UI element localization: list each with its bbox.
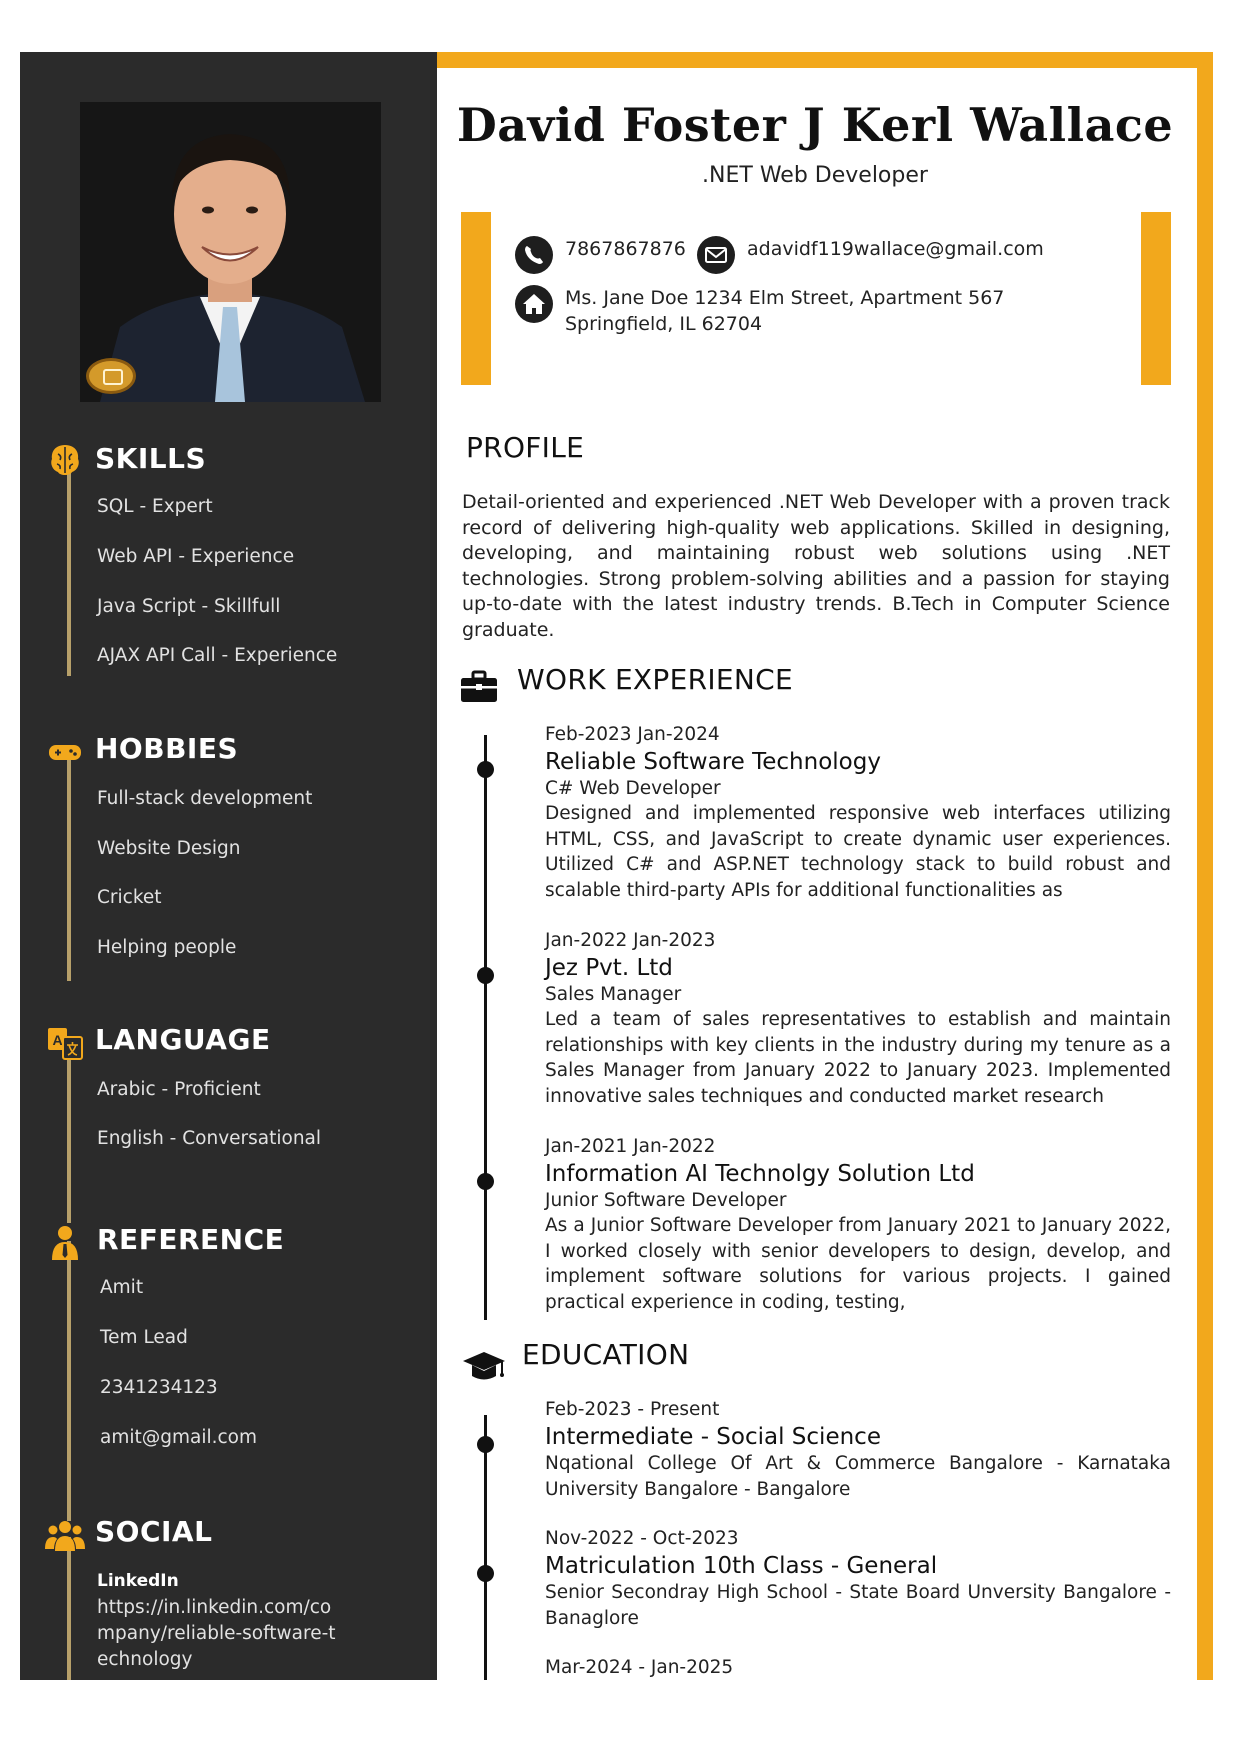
portrait-illustration <box>80 102 381 402</box>
reference-item: Tem Lead <box>100 1327 188 1348</box>
timeline-dot <box>477 1565 494 1582</box>
education-heading: EDUCATION <box>522 1338 690 1371</box>
address-line-1: Ms. Jane Doe 1234 Elm Street, Apartment 567 <box>565 287 1005 309</box>
brain-icon <box>47 442 83 478</box>
reference-item: 2341234123 <box>100 1377 218 1398</box>
contact-accent-left <box>461 212 491 385</box>
candidate-name: David Foster J Kerl Wallace <box>456 98 1174 152</box>
job-position: C# Web Developer <box>545 778 721 799</box>
email-address[interactable]: adavidf119wallace@gmail.com <box>747 238 1044 260</box>
job-entry <box>545 722 1171 903</box>
person-icon <box>47 1225 83 1261</box>
education-timeline <box>484 1415 487 1680</box>
hobby-item: Helping people <box>97 937 237 958</box>
accent-frame-top <box>437 52 1213 68</box>
language-title: LANGUAGE <box>95 1023 271 1056</box>
education-date: Mar-2024 - Jan-2025 <box>545 1657 734 1678</box>
timeline-dot <box>477 1436 494 1453</box>
group-icon <box>45 1517 85 1553</box>
hobby-item: Website Design <box>97 838 241 859</box>
social-network-name: LinkedIn <box>97 1571 179 1591</box>
skill-item: Web API - Experience <box>97 546 295 567</box>
job-description: As a Junior Software Developer from January 2021 to January 2022, I worked closely with senior developers to design, develop, and implement software solutions for various projects. I gained practical experience in coding, testing, <box>545 1215 1171 1313</box>
job-date: Feb-2023 Jan-2024 <box>545 724 720 745</box>
accent-frame-right <box>1197 52 1213 1680</box>
job-date: Jan-2021 Jan-2022 <box>545 1136 716 1157</box>
skill-item: Java Script - Skillfull <box>97 596 281 617</box>
translate-icon <box>47 1025 83 1061</box>
education-institution: Senior Secondray High School - State Board Unversity Bangalore - Banaglore <box>545 1582 1171 1629</box>
company-logo-badge <box>86 358 136 394</box>
job-company: Jez Pvt. Ltd <box>545 955 673 981</box>
skill-item: SQL - Expert <box>97 496 213 517</box>
timeline-dot <box>477 967 494 984</box>
job-entry <box>545 928 1171 1109</box>
email-icon <box>697 236 735 274</box>
address-line-2: Springfield, IL 62704 <box>565 313 763 335</box>
reference-item: amit@gmail.com <box>100 1427 258 1448</box>
profile-heading: PROFILE <box>466 431 585 464</box>
education-date: Feb-2023 - Present <box>545 1399 720 1420</box>
education-entry <box>545 1397 1171 1502</box>
skills-line <box>67 454 71 676</box>
hobby-item: Full-stack development <box>97 788 313 809</box>
home-icon <box>515 285 553 323</box>
language-line <box>67 1041 71 1223</box>
hobbies-line <box>67 750 71 981</box>
job-description: Designed and implemented responsive web interfaces utilizing HTML, CSS, and JavaScript to create dynamic user experiences. Utilized C# and ASP.NET technology stack to build robust and scalable third-party APIs for additional functionalities as <box>545 803 1171 901</box>
candidate-role: .NET Web Developer <box>702 163 928 188</box>
education-degree: Matriculation 10th Class - General <box>545 1553 938 1579</box>
work-experience-heading: WORK EXPERIENCE <box>517 663 793 696</box>
contact-accent-right <box>1141 212 1171 385</box>
reference-line <box>67 1241 71 1521</box>
timeline-dot <box>477 1173 494 1190</box>
linkedin-link[interactable]: https://in.linkedin.com/company/reliable-software-technology <box>97 1597 336 1670</box>
education-entry <box>545 1526 1171 1631</box>
graduation-cap-icon <box>462 1350 506 1384</box>
hobbies-title: HOBBIES <box>95 732 239 765</box>
education-institution: Nqational College Of Art & Commerce Bangalore - Karnataka University Bangalore - Bangalore <box>545 1453 1171 1500</box>
skill-item: AJAX API Call - Experience <box>97 645 338 666</box>
profile-summary: Detail-oriented and experienced .NET Web Developer with a proven track record of delivering high-quality web applications. Skilled in designing, developing, and maintaining robust web solutions using .NET technologies. Strong problem-solving abilities and a passion for staying up-to-date with the latest industry trends. B.Tech in Computer Science graduate. <box>462 491 1170 641</box>
language-item: Arabic - Proficient <box>97 1079 261 1100</box>
sidebar <box>20 52 437 1680</box>
reference-item: Amit <box>100 1277 144 1298</box>
timeline-dot <box>477 761 494 778</box>
skills-title: SKILLS <box>95 442 207 475</box>
reference-title: REFERENCE <box>97 1223 285 1256</box>
phone-number[interactable]: 7867867876 <box>565 238 686 260</box>
job-company: Reliable Software Technology <box>545 749 881 775</box>
job-position: Junior Software Developer <box>545 1190 787 1211</box>
hobby-item: Cricket <box>97 887 162 908</box>
gamepad-icon <box>47 734 83 770</box>
job-description: Led a team of sales representatives to establish and maintain relationships with key clients in the industry during my tenure as a Sales Manager from January 2022 to January 2023. Implemented innovative sales techniques and conducted market research <box>545 1009 1171 1107</box>
social-line <box>67 1537 71 1680</box>
language-item: English - Conversational <box>97 1128 322 1149</box>
education-date: Nov-2022 - Oct-2023 <box>545 1528 739 1549</box>
svg-text:A: A <box>52 1032 63 1048</box>
social-title: SOCIAL <box>95 1515 213 1548</box>
job-position: Sales Manager <box>545 984 682 1005</box>
job-company: Information AI Technolgy Solution Ltd <box>545 1161 975 1187</box>
job-date: Jan-2022 Jan-2023 <box>545 930 716 951</box>
phone-icon <box>515 236 553 274</box>
job-entry <box>545 1134 1171 1315</box>
education-degree: Intermediate - Social Science <box>545 1424 881 1450</box>
education-entry <box>545 1655 1171 1681</box>
work-timeline <box>484 735 487 1320</box>
briefcase-icon <box>460 670 498 704</box>
profile-photo <box>80 102 381 402</box>
